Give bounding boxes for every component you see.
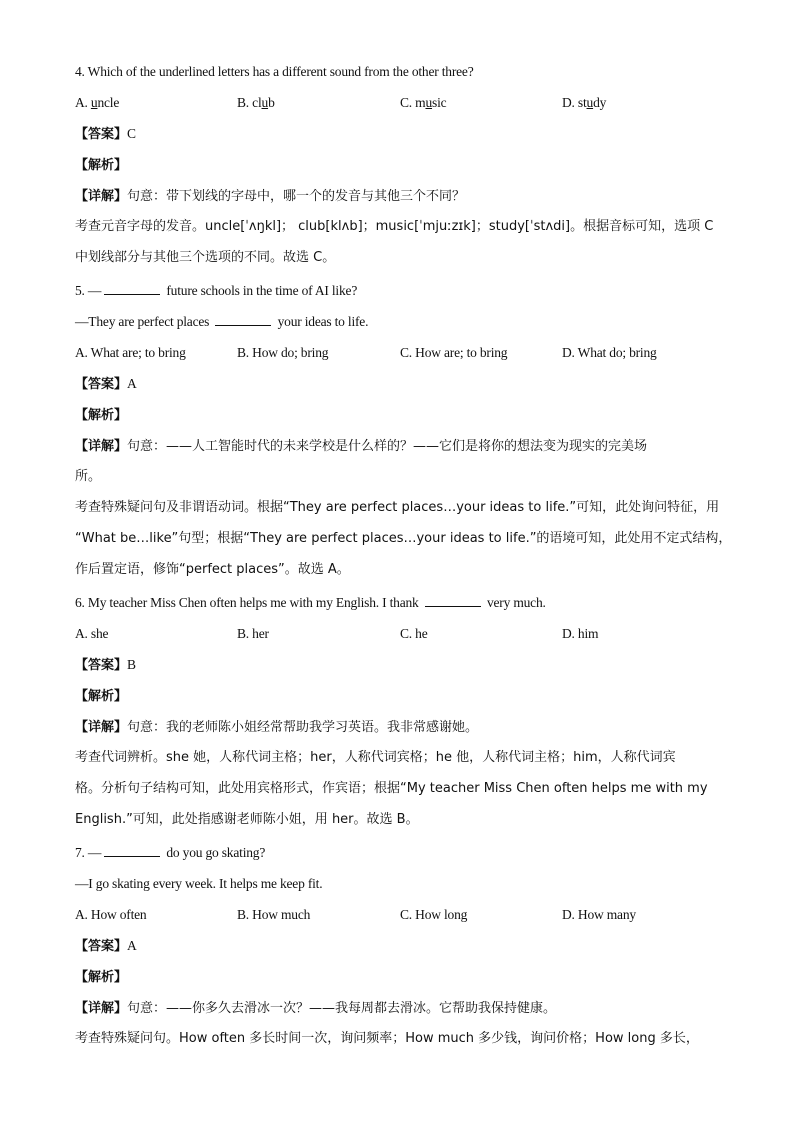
q6-option-b: B. her: [237, 626, 269, 641]
q5-stem: 5. — future schools in the time of AI like?: [75, 283, 358, 298]
q4-option-b: B. club: [237, 95, 275, 110]
q6-option-d: D. him: [562, 626, 599, 641]
q6-answer: 【答案】B: [75, 657, 136, 673]
q7-stem: 7. — do you go skating?: [75, 845, 266, 860]
q5-explanation-line-1: 考查特殊疑问句及非谓语动词。根据“They are perfect places…your ideas to life.”可知，此处询问特征，用: [75, 500, 720, 515]
q5-option-a: A. What are; to bring: [75, 345, 186, 360]
q6-option-c: C. he: [400, 626, 428, 641]
q7-blank: [104, 844, 160, 857]
q6-explanation-line-2: 格。分析句子结构可知，此处用宾格形式，作宾语；根据“My teacher Miss Chen often helps me with my: [75, 781, 708, 796]
q7-analysis-tag: 【解析】: [75, 970, 128, 985]
q7-answer: 【答案】A: [75, 938, 137, 954]
q4-option-a: A. uncle: [75, 95, 120, 110]
q5-option-c: C. How are; to bring: [400, 345, 508, 360]
q7-detail: 【详解】句意：——你多久去滑冰一次？——我每周都去滑冰。它帮助我保持健康。: [75, 1001, 557, 1016]
q5-option-d: D. What do; bring: [562, 345, 657, 360]
q4-explanation-line-1: 考查元音字母的发音。uncle[ˈʌŋkl]； club[klʌb]；music[ˈmjuːzɪk]；study[ˈstʌdi]。根据音标可知，选项 C: [75, 219, 714, 234]
q4-answer: 【答案】C: [75, 126, 136, 142]
q4-detail: 【详解】句意：带下划线的字母中，哪一个的发音与其他三个不同？: [75, 189, 466, 204]
q5-response: —They are perfect places your ideas to life.: [75, 314, 369, 329]
q5-option-b: B. How do; bring: [237, 345, 329, 360]
q6-stem: 6. My teacher Miss Chen often helps me with my English. I thank very much.: [75, 595, 546, 610]
q7-option-b: B. How much: [237, 907, 311, 922]
q6-detail: 【详解】句意：我的老师陈小姐经常帮助我学习英语。我非常感谢她。: [75, 720, 479, 735]
q6-analysis-tag: 【解析】: [75, 689, 128, 704]
q6-explanation-line-3: English.”可知，此处指感谢老师陈小姐，用 her。故选 B。: [75, 812, 419, 827]
q5-explanation-line-2: “What be…like”句型；根据“They are perfect places…your ideas to life.”的语境可知，此处用不定式结构，: [75, 531, 732, 546]
q7-response: —I go skating every week. It helps me keep fit.: [75, 876, 323, 891]
q6-blank: [425, 594, 481, 607]
q7-explanation-line-1: 考查特殊疑问句。How often 多长时间一次，询问频率；How much 多少钱，询问价格；How long 多长，: [75, 1031, 699, 1046]
q7-option-c: C. How long: [400, 907, 468, 922]
q5-answer: 【答案】A: [75, 376, 137, 392]
q5-blank-1: [104, 282, 160, 295]
q7-option-d: D. How many: [562, 907, 636, 922]
q5-explanation-line-3: 作后置定语，修饰“perfect places”。故选 A。: [75, 562, 350, 577]
q4-stem: 4. Which of the underlined letters has a different sound from the other three?: [75, 64, 474, 79]
q6-explanation-line-1: 考查代词辨析。she 她，人称代词主格；her，人称代词宾格；he 他，人称代词主格；him，人称代词宾: [75, 750, 676, 765]
q5-detail-line-2: 所。: [75, 469, 102, 484]
q4-explanation-line-2: 中划线部分与其他三个选项的不同。故选 C。: [75, 250, 336, 265]
q4-option-d: D. study: [562, 95, 607, 110]
q5-analysis-tag: 【解析】: [75, 408, 128, 423]
q7-option-a: A. How often: [75, 907, 147, 922]
q5-blank-2: [215, 313, 271, 326]
q4-analysis-tag: 【解析】: [75, 158, 128, 173]
q6-option-a: A. she: [75, 626, 109, 641]
q5-detail: 【详解】句意：——人工智能时代的未来学校是什么样的？——它们是将你的想法变为现实的完美场: [75, 439, 648, 454]
q4-option-c: C. music: [400, 95, 447, 110]
